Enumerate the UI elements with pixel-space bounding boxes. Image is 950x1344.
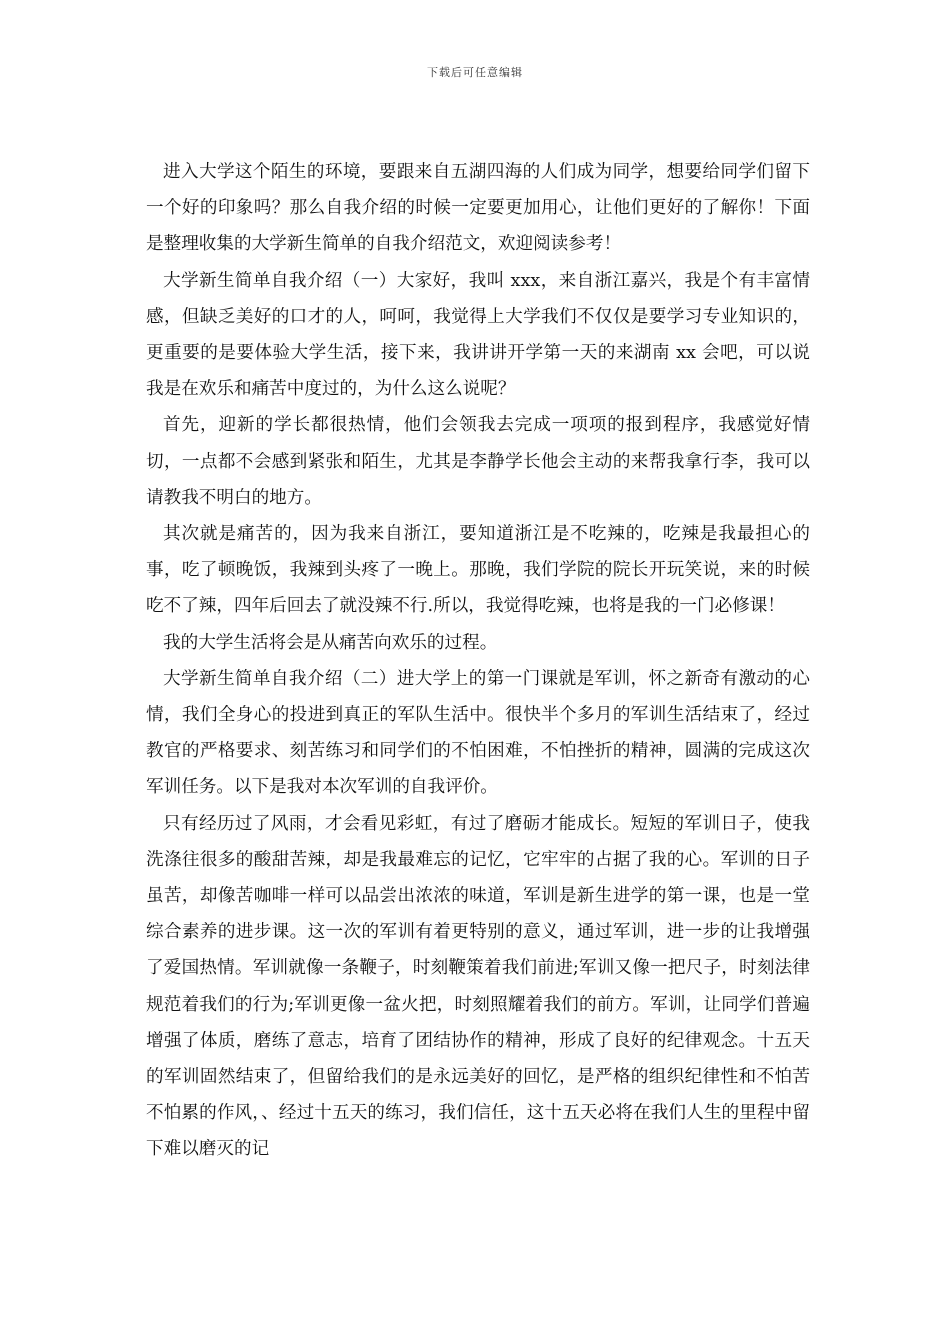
paragraph-summary: 我的大学生活将会是从痛苦向欢乐的过程。 (163, 632, 498, 653)
paragraph-second: 其次就是痛苦的，因为我来自浙江，要知道浙江是不吃辣的，吃辣是我最担心的事，吃了顿晚饭，我辣到头疼了一晚上。那晚，我们学院的院长开玩笑说，来的时候吃不了辣，四年后回去了就没辣不行.所以，我觉得吃辣，也将是我的一门必修课！ (146, 524, 810, 617)
document-body (146, 154, 810, 1168)
paragraph-military-training: 只有经历过了风雨，才会看见彩虹，有过了磨砺才能成长。短短的军训日子，使我洗涤往很多的酸甜苦辣，却是我最难忘的记忆，它牢牢的占据了我的心。军训的日子虽苦，却像苦咖啡一样可以品尝出浓浓的味道，军训是新生进学的第一课，也是一堂综合素养的进步课。这一次的军训有着更特别的意义，通过军训，进一步的让我增强了爱国热情。军训就像一条鞭子，时刻鞭策着我们前进;军训又像一把尺子，时刻法律规范着我们的行为;军训更像一盆火把，时刻照耀着我们的前方。军训，让同学们普遍增强了体质，磨练了意志，培育了团结协作的精神，形成了良好的纪律观念。十五天的军训固然结束了，但留给我们的是永远美好的回忆，是严格的组织纪律性和不怕苦不怕累的作风，、经过十五天的练习，我们信任，这十五天必将在我们人生的里程中留下难以磨灭的记 (146, 813, 810, 1160)
paragraph-intro: 进入大学这个陌生的环境，要跟来自五湖四海的人们成为同学，想要给同学们留下一个好的印象吗？那么自我介绍的时候一定要更加用心，让他们更好的了解你！下面是整理收集的大学新生简单的自我介绍范文，欢迎阅读参考！ (146, 162, 810, 255)
paragraph-intro-one: 大学新生简单自我介绍（一）大家好，我叫 xxx，来自浙江嘉兴，我是个有丰富情感，但缺乏美好的口才的人，呵呵，我觉得上大学我们不仅仅是要学习专业知识的，更重要的是要体验大学生活，接下来，我讲讲开学第一天的来湖南 xx 会吧，可以说我是在欢乐和痛苦中度过的，为什么这么说呢？ (146, 270, 810, 400)
paragraph-intro-two: 大学新生简单自我介绍（二）进大学上的第一门课就是军训，怀之新奇有激动的心情，我们全身心的投进到真正的军队生活中。很快半个多月的军训生活结束了，经过教官的严格要求、刻苦练习和同学们的不怕困难，不怕挫折的精神，圆满的完成这次军训任务。以下是我对本次军训的自我评价。 (146, 668, 810, 798)
paragraph-first: 首先，迎新的学长都很热情，他们会领我去完成一项项的报到程序，我感觉好情切，一点都不会感到紧张和陌生，尤其是李静学长他会主动的来帮我拿行李，我可以请教我不明白的地方。 (146, 415, 810, 508)
page-header: 下载后可任意编辑 (427, 66, 523, 79)
